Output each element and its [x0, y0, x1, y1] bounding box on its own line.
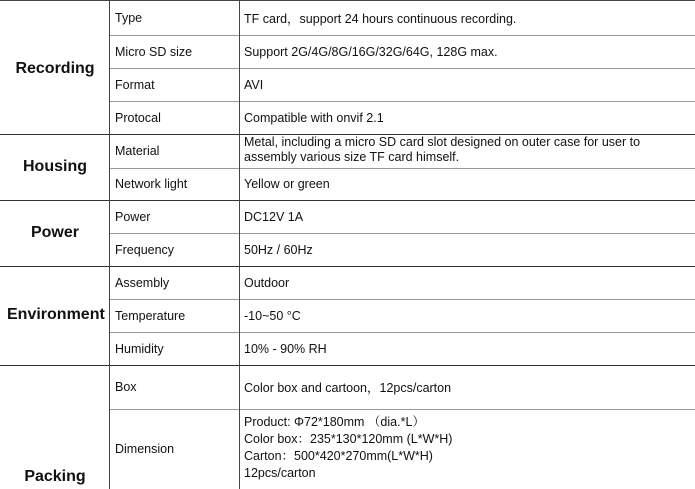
spec-key: Assembly	[110, 266, 240, 299]
spec-key: Box	[110, 365, 240, 409]
spec-value-line: Carton：500*420*270mm(L*W*H)	[244, 449, 433, 463]
spec-value-line: assembly various size TF card himself.	[244, 150, 460, 164]
spec-value: 10% - 90% RH	[244, 341, 327, 356]
group-recording	[0, 1, 695, 134]
spec-value-line: Product: Φ72*180mm （dia.*L）	[244, 415, 425, 429]
spec-key: Format	[110, 68, 240, 101]
spec-row-dimension	[110, 409, 695, 489]
spec-row-network-light	[110, 168, 695, 200]
group-packing	[0, 365, 695, 489]
spec-key: Humidity	[110, 332, 240, 365]
group-label-packing: Packing	[24, 468, 86, 485]
spec-value: Yellow or green	[244, 177, 330, 191]
group-power	[0, 200, 695, 266]
group-label-housing: Housing	[23, 158, 87, 175]
group-environment	[0, 266, 695, 365]
spec-value: Color box and cartoon，12pcs/carton	[244, 381, 452, 395]
spec-row-power	[110, 200, 695, 233]
spec-row-box	[110, 365, 695, 409]
spec-value: -10~50 °C	[244, 308, 301, 323]
spec-row-protocal	[110, 101, 695, 134]
spec-row-material	[110, 134, 695, 168]
spec-row-temperature	[110, 299, 695, 332]
spec-value: Compatible with onvif 2.1	[244, 110, 384, 125]
spec-value: 50Hz / 60Hz	[244, 242, 313, 257]
group-label-power: Power	[30, 224, 79, 241]
spec-row-humidity	[110, 332, 695, 365]
spec-key: Material	[110, 134, 240, 168]
spec-row-type	[110, 1, 695, 35]
spec-value: DC12V 1A	[244, 209, 304, 224]
spec-row-frequency	[110, 233, 695, 266]
spec-value-line: Metal, including a micro SD card slot designed on outer case for user to	[244, 135, 641, 149]
spec-key: Power	[110, 200, 240, 233]
spec-row-micro-sd-size	[110, 35, 695, 68]
spec-row-format	[110, 68, 695, 101]
spec-key: Micro SD size	[110, 35, 240, 68]
spec-value: TF card，support 24 hours continuous recording.	[244, 12, 517, 26]
spec-key: Dimension	[110, 409, 240, 489]
spec-key: Protocal	[110, 101, 240, 134]
spec-key: Type	[110, 1, 240, 35]
spec-value: Support 2G/4G/8G/16G/32G/64G, 128G max.	[244, 44, 498, 59]
group-housing	[0, 134, 695, 200]
spec-row-assembly	[110, 266, 695, 299]
group-label-environment: Environment	[7, 306, 105, 323]
spec-key: Temperature	[110, 299, 240, 332]
spec-value	[240, 134, 695, 168]
group-label-recording: Recording	[15, 60, 95, 77]
spec-value: AVI	[244, 77, 264, 92]
spec-value-line: 12pcs/carton	[244, 466, 316, 480]
spec-value-line: Color box：235*130*120mm (L*W*H)	[244, 432, 453, 446]
spec-key: Frequency	[110, 233, 240, 266]
spec-key: Network light	[110, 168, 240, 200]
spec-value	[240, 409, 695, 489]
spec-value: Outdoor	[244, 275, 290, 290]
